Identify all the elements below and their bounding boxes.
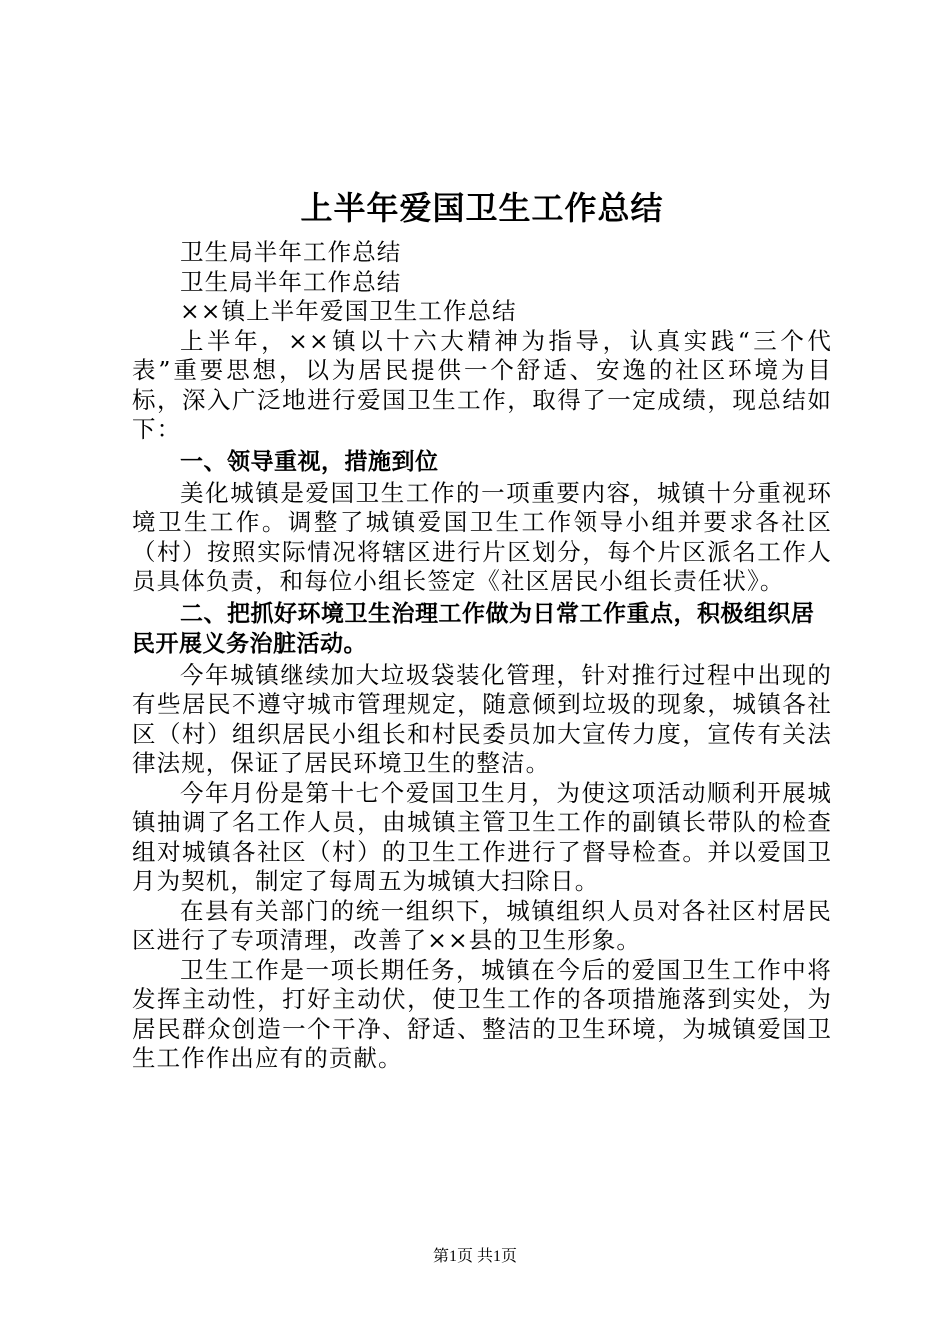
body-paragraph: 在县有关部门的统一组织下，城镇组织人员对各社区村居民区进行了专项清理，改善了××县的卫生形象。 <box>132 896 832 954</box>
section-heading: 一、领导重视，措施到位 <box>180 448 439 475</box>
subtitle-line: ××镇上半年爱国卫生工作总结 <box>180 297 517 325</box>
document-page <box>132 180 832 1074</box>
subtitle-line: 卫生局半年工作总结 <box>180 238 402 266</box>
body-paragraph: 美化城镇是爱国卫生工作的一项重要内容，城镇十分重视环境卫生工作。调整了城镇爱国卫生工作领导小组并要求各社区（村）按照实际情况将辖区进行片区划分，每个片区派名工作人员具体负责，和每位小组长签定《社区居民小组长责任状》。 <box>132 478 832 595</box>
subtitle-line: 卫生局半年工作总结 <box>180 267 402 296</box>
document-title: 上半年爱国卫生工作总结 <box>300 189 664 227</box>
section-heading: 二、把抓好环境卫生治理工作做为日常工作重点，积极组织居民开展义务治脏活动。 <box>132 600 815 657</box>
body-paragraph: 卫生工作是一项长期任务，城镇在今后的爱国卫生工作中将发挥主动性，打好主动伏，使卫生工作的各项措施落到实处，为居民群众创造一个干净、舒适、整洁的卫生环境，为城镇爱国卫生工作作出应有的贡献。 <box>132 955 832 1072</box>
page-footer: 第1页 共1页 <box>432 1248 517 1265</box>
intro-paragraph: 上半年，××镇以十六大精神为指导，认真实践“三个代表”重要思想，以为居民提供一个舒适、安逸的社区环境为目标，深入广泛地进行爱国卫生工作，取得了一定成绩，现总结如下： <box>132 326 832 443</box>
body-paragraph: 今年月份是第十七个爱国卫生月，为使这项活动顺利开展城镇抽调了名工作人员，由城镇主管卫生工作的副镇长带队的检查组对城镇各社区（村）的卫生工作进行了督导检查。并以爱国卫月为契机，制定了每周五为城镇大扫除日。 <box>132 778 832 895</box>
body-paragraph: 今年城镇继续加大垃圾袋装化管理，针对推行过程中出现的有些居民不遵守城市管理规定，随意倾到垃圾的现象，城镇各社区（村）组织居民小组长和村民委员加大宣传力度，宣传有关法律法规，保证了居民环境卫生的整洁。 <box>132 660 832 777</box>
